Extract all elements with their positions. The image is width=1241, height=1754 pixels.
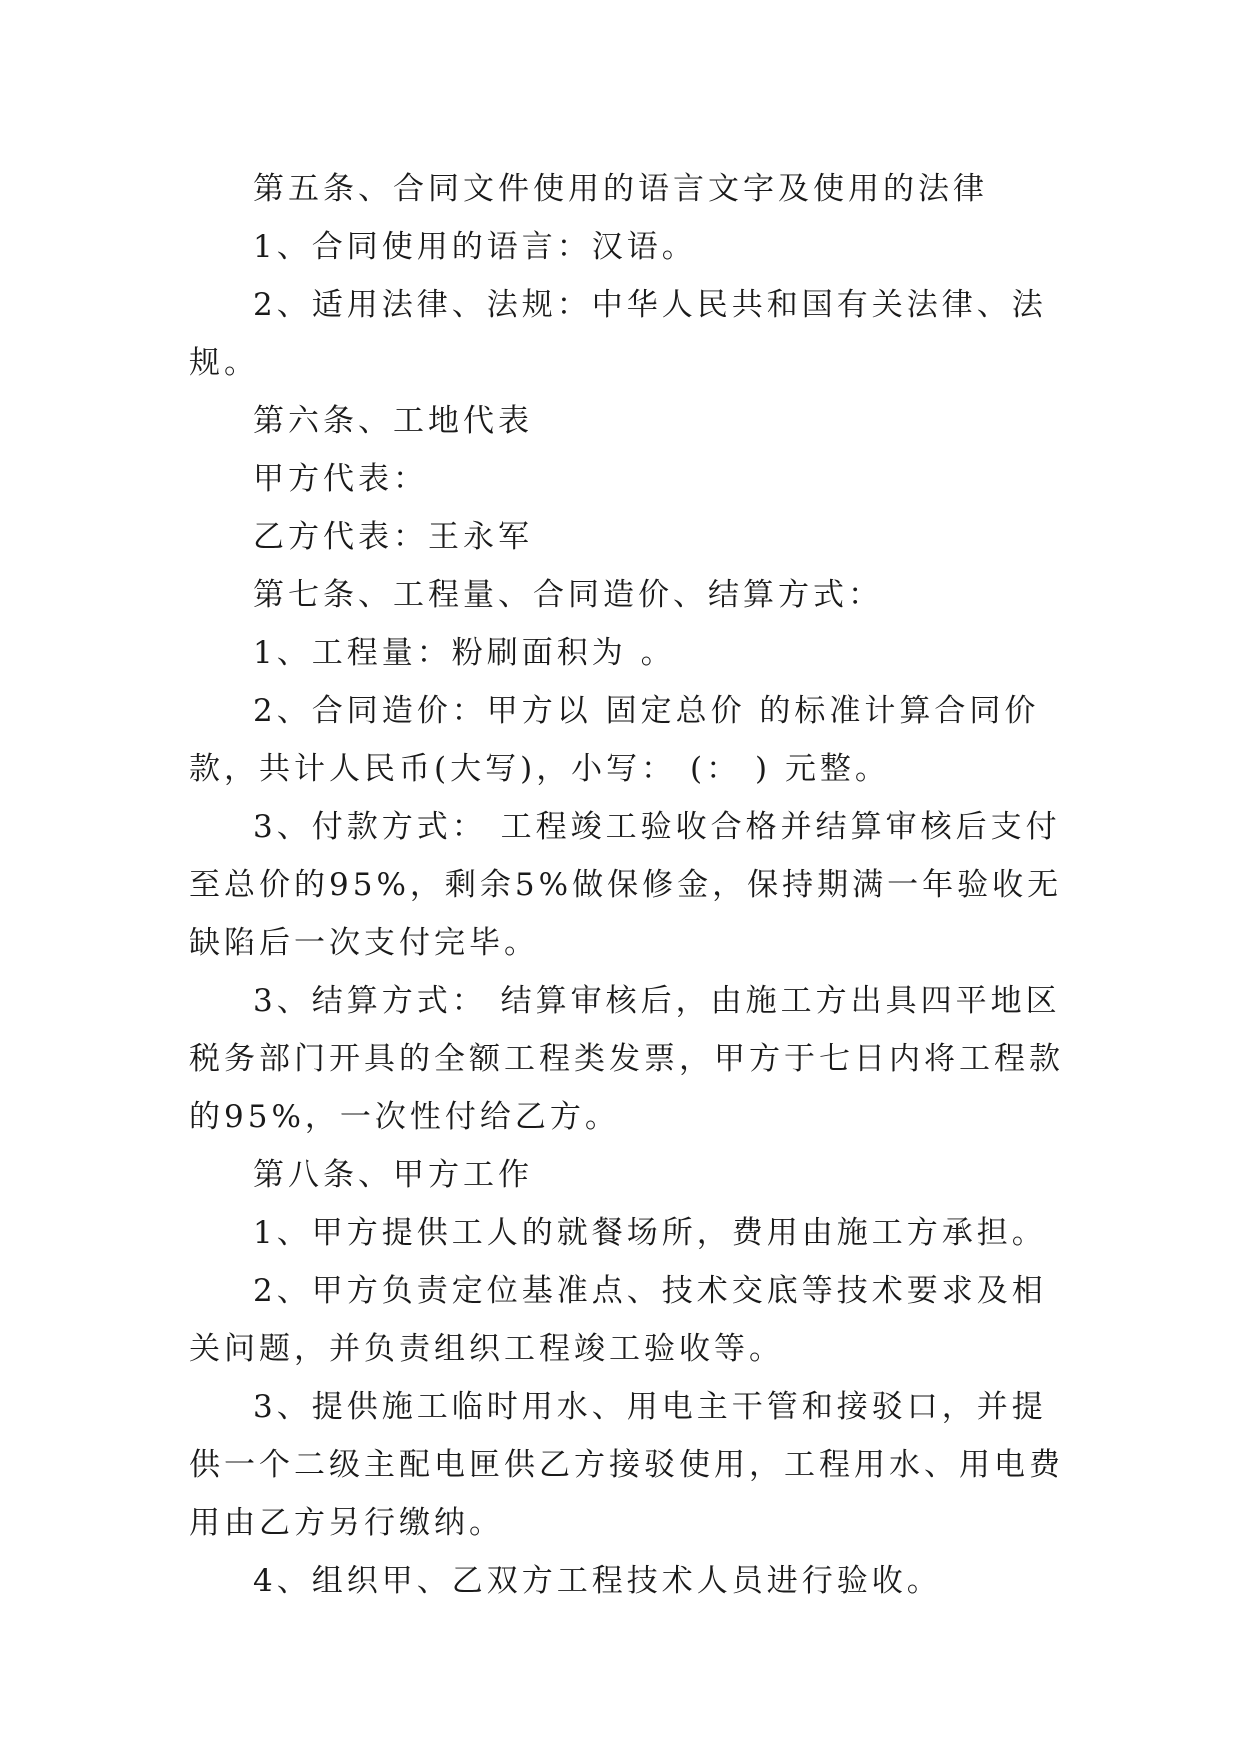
article-8-item-3: 3、提供施工临时用水、用电主干管和接驳口，并提供一个二级主配电匣供乙方接驳使用，工程用水、用电费用由乙方另行缴纳。 bbox=[189, 1389, 1064, 1541]
article-5-item-1: 1、合同使用的语言：汉语。 bbox=[253, 229, 697, 265]
article-8-item-4: 4、组织甲、乙双方工程技术人员进行验收。 bbox=[253, 1563, 942, 1599]
article-7-item-2: 2、合同造价：甲方以 固定总价 的标准计算合同价款，共计人民币(大写)，小写： (： ) 元整。 bbox=[189, 693, 1040, 787]
article-7-item-1: 1、工程量：粉刷面积为 。 bbox=[253, 635, 676, 671]
article-7-item-3-payment: 3、付款方式： 工程竣工验收合格并结算审核后支付至总价的95%，剩余5%做保修金，保持期满一年验收无缺陷后一次支付完毕。 bbox=[189, 809, 1063, 961]
article-5-item-2: 2、适用法律、法规：中华人民共和国有关法律、法规。 bbox=[189, 287, 1047, 381]
article-6-heading: 第六条、工地代表 bbox=[253, 403, 533, 439]
document-body bbox=[189, 160, 1069, 1610]
party-a-representative: 甲方代表： bbox=[253, 461, 428, 497]
article-8-item-2: 2、甲方负责定位基准点、技术交底等技术要求及相关问题，并负责组织工程竣工验收等。 bbox=[189, 1273, 1047, 1367]
article-7-heading: 第七条、工程量、合同造价、结算方式： bbox=[253, 577, 883, 613]
article-8-item-1: 1、甲方提供工人的就餐场所，费用由施工方承担。 bbox=[253, 1215, 1047, 1251]
article-8-heading: 第八条、甲方工作 bbox=[253, 1157, 533, 1193]
party-b-representative: 乙方代表：王永军 bbox=[253, 519, 533, 555]
article-7-item-3-settlement: 3、结算方式： 结算审核后，由施工方出具四平地区税务部门开具的全额工程类发票，甲方于七日内将工程款的95%，一次性付给乙方。 bbox=[189, 983, 1064, 1135]
article-5-heading: 第五条、合同文件使用的语言文字及使用的法律 bbox=[253, 171, 988, 207]
